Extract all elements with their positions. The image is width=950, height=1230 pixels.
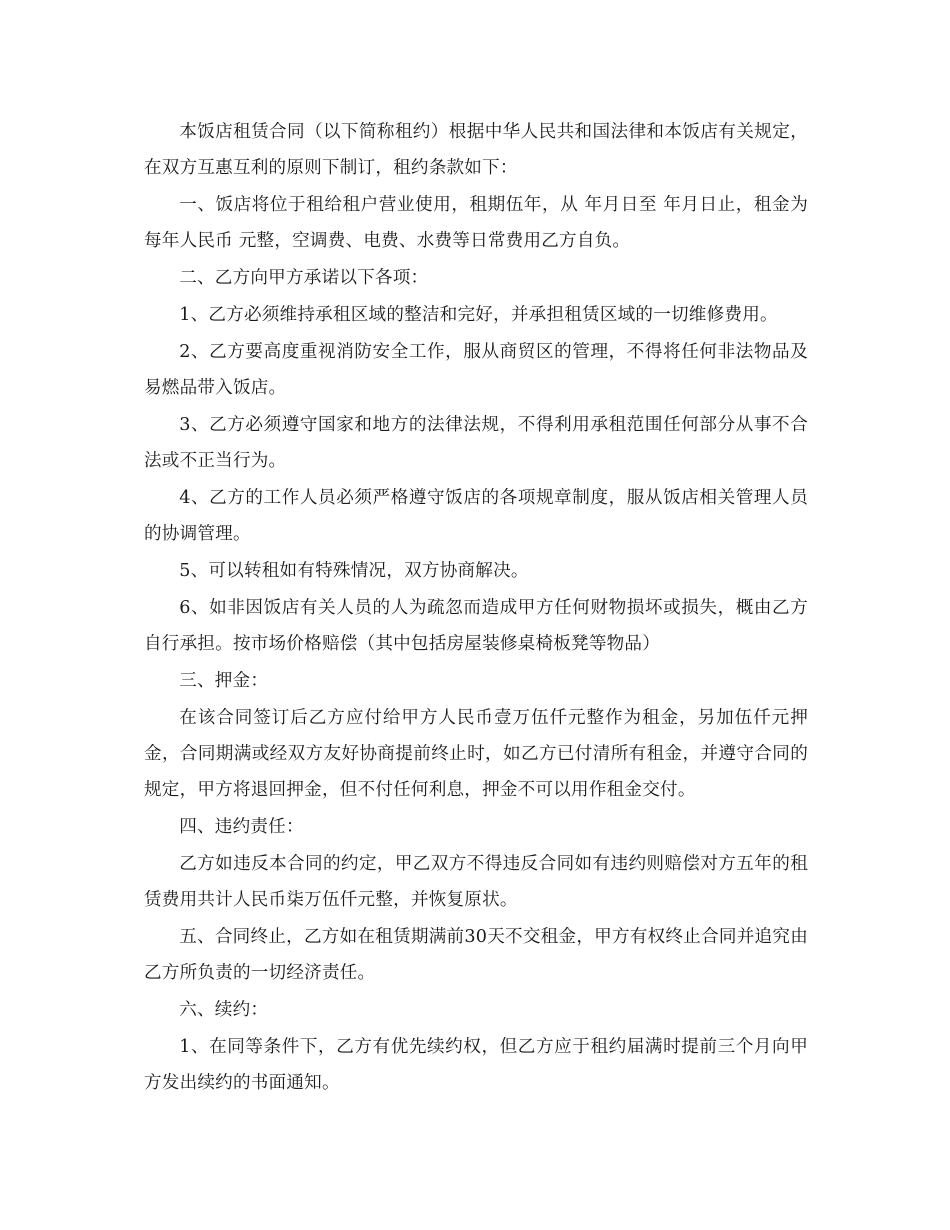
paragraph-clause-5-termination: 五、合同终止，乙方如在租赁期满前30天不交租金，甲方有权终止合同并追究由乙方所负责的一切经济责任。 bbox=[144, 927, 808, 983]
paragraph-clause-4-heading: 四、违约责任： bbox=[179, 817, 304, 837]
paragraph-intro: 本饭店租赁合同（以下简称租约）根据中华人民共和国法律和本饭店有关规定，在双方互惠互利的原则下制订，租约条款如下： bbox=[144, 122, 808, 178]
paragraph-clause-2-heading: 二、乙方向甲方承诺以下各项： bbox=[179, 268, 429, 288]
paragraph-clause-3-heading: 三、押金： bbox=[179, 671, 269, 691]
paragraph-deposit: 在该合同签订后乙方应付给甲方人民币壹万伍仟元整作为租金，另加伍仟元押金，合同期满或经双方友好协商提前终止时，如乙方已付清所有租金，并遵守合同的规定，甲方将退回押金，但不付任何利息，押金不可以用作租金交付。 bbox=[144, 708, 808, 800]
document-body bbox=[144, 114, 808, 1102]
paragraph-item-2-4: 4、乙方的工作人员必须严格遵守饭店的各项规章制度，服从饭店相关管理人员的协调管理。 bbox=[144, 488, 808, 544]
paragraph-item-6-1: 1、在同等条件下，乙方有优先续约权，但乙方应于租约届满时提前三个月向甲方发出续约的书面通知。 bbox=[144, 1037, 808, 1093]
paragraph-clause-1: 一、饭店将位于租给租户营业使用，租期伍年，从 年月日至 年月日止，租金为每年人民币 元整，空调费、电费、水费等日常费用乙方自负。 bbox=[144, 195, 808, 251]
paragraph-item-2-6: 6、如非因饭店有关人员的人为疏忽而造成甲方任何财物损坏或损失，概由乙方自行承担。按市场价格赔偿（其中包括房屋装修桌椅板凳等物品） bbox=[144, 598, 808, 654]
paragraph-item-2-5: 5、可以转租如有特殊情况，双方协商解决。 bbox=[179, 561, 529, 581]
paragraph-item-2-3: 3、乙方必须遵守国家和地方的法律法规，不得利用承租范围任何部分从事不合法或不正当行为。 bbox=[144, 415, 808, 471]
paragraph-clause-6-heading: 六、续约： bbox=[179, 1000, 269, 1020]
paragraph-item-2-1: 1、乙方必须维持承租区域的整洁和完好，并承担租赁区域的一切维修费用。 bbox=[179, 305, 778, 325]
paragraph-item-2-2: 2、乙方要高度重视消防安全工作，服从商贸区的管理，不得将任何非法物品及易燃品带入饭店。 bbox=[144, 342, 808, 398]
paragraph-breach: 乙方如违反本合同的约定，甲乙双方不得违反合同如有违约则赔偿对方五年的租赁费用共计人民币柒万伍仟元整，并恢复原状。 bbox=[144, 854, 808, 910]
